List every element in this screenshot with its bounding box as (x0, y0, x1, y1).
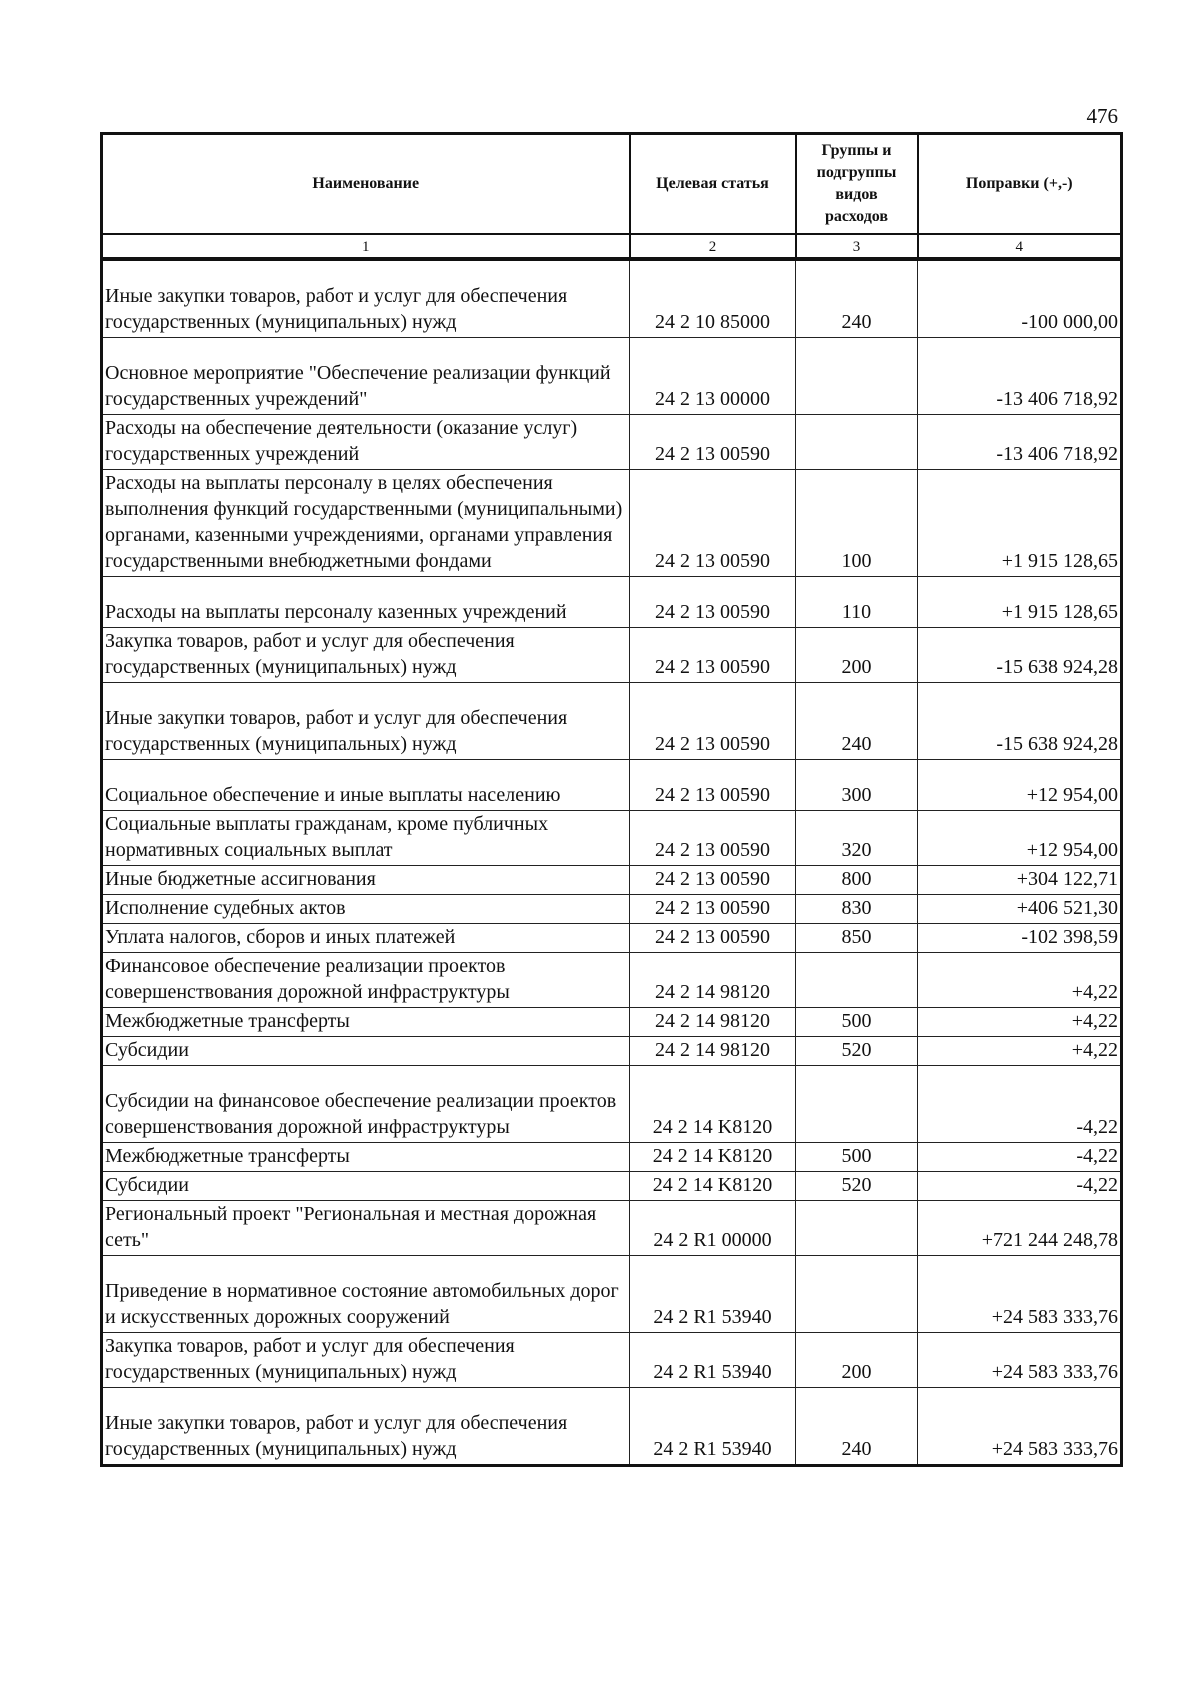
row-amount: +721 244 248,78 (918, 1201, 1122, 1256)
row-expense-group: 240 (796, 259, 918, 338)
table-row (102, 1037, 1122, 1066)
row-target-code: 24 2 14 K8120 (630, 1172, 796, 1201)
table-row (102, 1201, 1122, 1256)
row-spacer (105, 1388, 627, 1410)
column-number: 2 (630, 234, 796, 259)
row-amount: +24 583 333,76 (918, 1333, 1122, 1388)
row-expense-group (796, 1256, 918, 1333)
row-expense-group: 850 (796, 924, 918, 953)
row-target-code: 24 2 14 K8120 (630, 1143, 796, 1172)
table-row (102, 577, 1122, 628)
row-amount: +4,22 (918, 1037, 1122, 1066)
row-name (102, 1256, 630, 1333)
table-row (102, 895, 1122, 924)
row-name-text: Расходы на выплаты персоналу казенных учреждений (105, 601, 567, 623)
row-target-code: 24 2 14 98120 (630, 953, 796, 1008)
row-name: Закупка товаров, работ и услуг для обеспечения государственных (муниципальных) нужд (102, 1333, 630, 1388)
row-target-code: 24 2 R1 00000 (630, 1201, 796, 1256)
row-target-code: 24 2 13 00590 (630, 866, 796, 895)
header-amount: Поправки (+,-) (918, 134, 1122, 235)
budget-table (100, 132, 1123, 1467)
row-amount: +4,22 (918, 1008, 1122, 1037)
row-target-code: 24 2 13 00590 (630, 683, 796, 760)
row-amount: -100 000,00 (918, 259, 1122, 338)
row-name: Расходы на обеспечение деятельности (оказание услуг) государственных учреждений (102, 415, 630, 470)
row-name (102, 683, 630, 760)
row-name: Субсидии (102, 1037, 630, 1066)
row-spacer (105, 683, 627, 705)
row-name-text: Социальное обеспечение и иные выплаты населению (105, 784, 561, 806)
row-amount: -4,22 (918, 1143, 1122, 1172)
row-name-text: Иные закупки товаров, работ и услуг для обеспечения государственных (муниципальных) нужд (105, 1412, 568, 1460)
row-target-code: 24 2 R1 53940 (630, 1256, 796, 1333)
row-target-code: 24 2 14 98120 (630, 1008, 796, 1037)
row-target-code: 24 2 13 00590 (630, 895, 796, 924)
row-expense-group: 830 (796, 895, 918, 924)
row-expense-group (796, 1201, 918, 1256)
row-expense-group: 200 (796, 628, 918, 683)
row-spacer (105, 261, 627, 283)
table-row (102, 1256, 1122, 1333)
table-row (102, 1388, 1122, 1466)
row-name (102, 760, 630, 811)
row-expense-group: 300 (796, 760, 918, 811)
table-row (102, 259, 1122, 338)
row-amount: -13 406 718,92 (918, 338, 1122, 415)
row-amount: +12 954,00 (918, 760, 1122, 811)
table-row (102, 811, 1122, 866)
row-name (102, 259, 630, 338)
row-expense-group (796, 953, 918, 1008)
row-name-text: Основное мероприятие "Обеспечение реализации функций государственных учреждений" (105, 362, 611, 410)
row-name (102, 338, 630, 415)
row-name: Межбюджетные трансферты (102, 1143, 630, 1172)
row-spacer (105, 577, 627, 599)
row-expense-group (796, 338, 918, 415)
header-name: Наименование (102, 134, 630, 235)
row-name: Региональный проект "Региональная и местная дорожная сеть" (102, 1201, 630, 1256)
row-expense-group: 200 (796, 1333, 918, 1388)
row-target-code: 24 2 13 00590 (630, 760, 796, 811)
row-expense-group: 320 (796, 811, 918, 866)
row-target-code: 24 2 R1 53940 (630, 1333, 796, 1388)
row-amount: -102 398,59 (918, 924, 1122, 953)
table-row (102, 415, 1122, 470)
row-name-text: Иные закупки товаров, работ и услуг для обеспечения государственных (муниципальных) нужд (105, 707, 568, 755)
row-target-code: 24 2 10 85000 (630, 259, 796, 338)
row-name: Иные бюджетные ассигнования (102, 866, 630, 895)
row-amount: +24 583 333,76 (918, 1388, 1122, 1466)
row-name: Расходы на выплаты персоналу в целях обеспечения выполнения функций государственными (муниципальными) органами, казенными учреждениями, органами управления государственными внебюджетными фондами (102, 470, 630, 577)
row-amount: -4,22 (918, 1066, 1122, 1143)
row-name: Закупка товаров, работ и услуг для обеспечения государственных (муниципальных) нужд (102, 628, 630, 683)
header-row (102, 134, 1122, 235)
row-target-code: 24 2 13 00590 (630, 811, 796, 866)
table-row (102, 1333, 1122, 1388)
table-row (102, 628, 1122, 683)
row-spacer (105, 338, 627, 360)
table-row (102, 683, 1122, 760)
row-expense-group (796, 415, 918, 470)
column-number-row (102, 234, 1122, 259)
row-amount: +1 915 128,65 (918, 577, 1122, 628)
column-number: 3 (796, 234, 918, 259)
row-name: Финансовое обеспечение реализации проектов совершенствования дорожной инфраструктуры (102, 953, 630, 1008)
row-name-text: Субсидии на финансовое обеспечение реализации проектов совершенствования дорожной инфраструктуры (105, 1090, 617, 1138)
table-row (102, 953, 1122, 1008)
row-name: Социальные выплаты гражданам, кроме публичных нормативных социальных выплат (102, 811, 630, 866)
row-target-code: 24 2 13 00590 (630, 577, 796, 628)
row-name (102, 1066, 630, 1143)
row-name-text: Иные закупки товаров, работ и услуг для обеспечения государственных (муниципальных) нужд (105, 285, 568, 333)
row-spacer (105, 1066, 627, 1088)
header-group: Группы и подгруппы видов расходов (796, 134, 918, 235)
table-row (102, 1066, 1122, 1143)
header-code: Целевая статья (630, 134, 796, 235)
table-row (102, 866, 1122, 895)
column-number: 4 (918, 234, 1122, 259)
row-amount: +12 954,00 (918, 811, 1122, 866)
row-amount: +24 583 333,76 (918, 1256, 1122, 1333)
table-row (102, 470, 1122, 577)
table-row (102, 1143, 1122, 1172)
table-row (102, 760, 1122, 811)
row-target-code: 24 2 13 00590 (630, 470, 796, 577)
row-name (102, 1388, 630, 1466)
row-amount: -13 406 718,92 (918, 415, 1122, 470)
row-amount: +406 521,30 (918, 895, 1122, 924)
row-expense-group: 520 (796, 1037, 918, 1066)
row-amount: +1 915 128,65 (918, 470, 1122, 577)
row-spacer (105, 760, 627, 782)
row-expense-group (796, 1066, 918, 1143)
table-row (102, 924, 1122, 953)
row-target-code: 24 2 13 00590 (630, 628, 796, 683)
row-expense-group: 110 (796, 577, 918, 628)
row-amount: -4,22 (918, 1172, 1122, 1201)
row-expense-group: 520 (796, 1172, 918, 1201)
row-expense-group: 240 (796, 1388, 918, 1466)
row-name: Межбюджетные трансферты (102, 1008, 630, 1037)
row-amount: +4,22 (918, 953, 1122, 1008)
row-name: Уплата налогов, сборов и иных платежей (102, 924, 630, 953)
row-name-text: Приведение в нормативное состояние автомобильных дорог и искусственных дорожных сооружений (105, 1280, 619, 1328)
row-target-code: 24 2 14 K8120 (630, 1066, 796, 1143)
row-expense-group: 500 (796, 1008, 918, 1037)
page-number: 476 (1086, 104, 1118, 128)
column-number: 1 (102, 234, 630, 259)
table-row (102, 338, 1122, 415)
row-expense-group: 800 (796, 866, 918, 895)
row-target-code: 24 2 13 00000 (630, 338, 796, 415)
row-target-code: 24 2 14 98120 (630, 1037, 796, 1066)
row-name: Исполнение судебных актов (102, 895, 630, 924)
row-amount: -15 638 924,28 (918, 683, 1122, 760)
row-target-code: 24 2 13 00590 (630, 924, 796, 953)
row-name (102, 577, 630, 628)
row-expense-group: 100 (796, 470, 918, 577)
row-expense-group: 500 (796, 1143, 918, 1172)
table-body (102, 259, 1122, 1466)
row-expense-group: 240 (796, 683, 918, 760)
row-amount: +304 122,71 (918, 866, 1122, 895)
row-name: Субсидии (102, 1172, 630, 1201)
row-spacer (105, 1256, 627, 1278)
table-row (102, 1008, 1122, 1037)
table-row (102, 1172, 1122, 1201)
row-target-code: 24 2 R1 53940 (630, 1388, 796, 1466)
row-amount: -15 638 924,28 (918, 628, 1122, 683)
row-target-code: 24 2 13 00590 (630, 415, 796, 470)
